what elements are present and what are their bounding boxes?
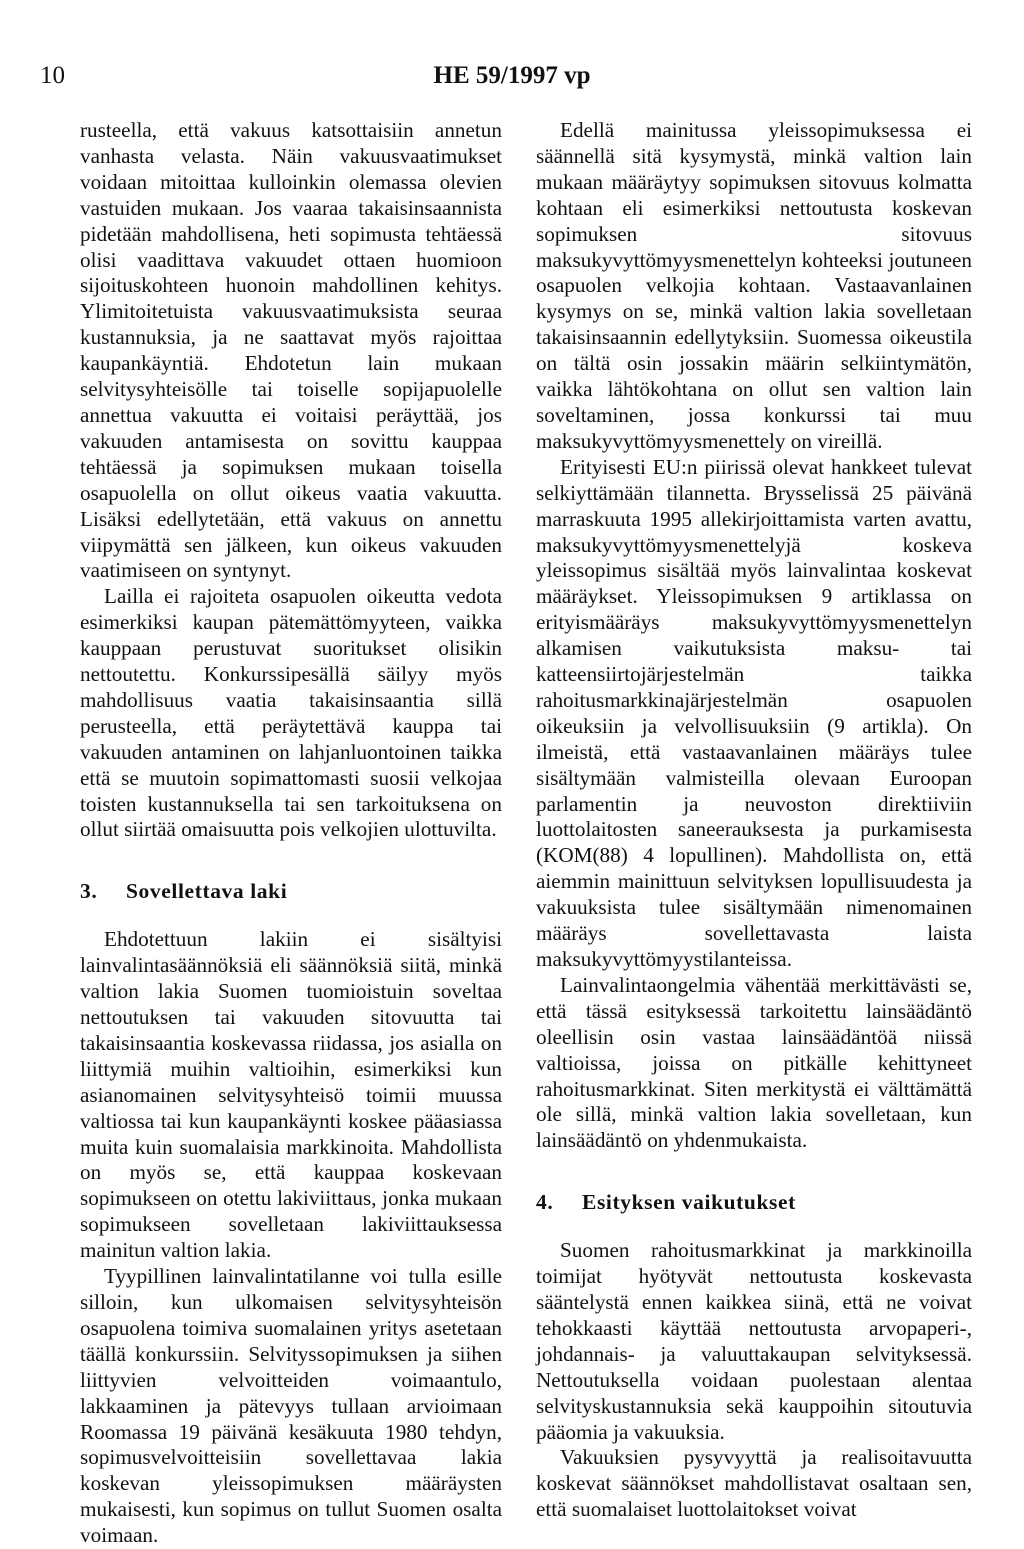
page-number: 10	[40, 62, 65, 89]
paragraph: Erityisesti EU:n piirissä olevat hankkeet tulevat selkiyttämään tilannetta. Brysselissä 25 päivänä marraskuuta 1995 allekirjoittamista varten avattu, maksukyvyttömyysmenettelyjä koskeva yleissopimus sisältää myös lainvalintaa koskevat määräykset. Yleissopimuksen 9 artiklassa on erityismääräys maksukyvyttömyysmenettelyn alkamisen vaikutuksista maksu- tai katteensiirtojärjestelmän taikka rahoitusmarkkinajärjestelmän osapuolen oikeuksiin ja velvollisuuksiin (9 artikla). On ilmeistä, että vastaavanlainen määräys tulee sisältymään valmisteilla olevaan Euroopan parlamentin ja neuvoston direktiiviin luottolaitosten saneerauksesta ja purkamisesta (KOM(88) 4 lopullinen). Mahdollista on, että aiemmin mainittuun selvityksen lopullisuudesta ja vakuuksista tulee sisältymään nimenomainen määräys sovellettavasta laista maksukyvyttömyystilanteissa.	[536, 454, 972, 971]
left-column	[80, 118, 502, 1549]
section-title: Sovellettava laki	[126, 879, 288, 904]
paragraph: Lainvalintaongelmia vähentää merkittävästi se, että tässä esityksessä tarkoitettu lainsäädäntö oleellisin osin vastaa lainsäädäntöä niissä valtioissa, joissa on pitkälle kehittyneet rahoitusmarkkinat. Siten merkitystä ei välttämättä ole sillä, minkä valtion lakia sovelletaan, kun lainsäädäntö on yhdenmukaista.	[536, 972, 972, 1153]
paragraph: Ehdotettuun lakiin ei sisältyisi lainvalintasäännöksiä eli säännöksiä siitä, minkä valtion lakia Suomen tuomioistuin soveltaa nettoutuksen tai vakuuden sitovuutta tai takaisinsaantia koskevassa riidassa, jos asialla on liittymiä muihin valtioihin, esimerkiksi kun asianomainen selvitysyhteisö toimii muussa valtiossa tai kun kaupankäynti koskee pääasiassa muita kuin suomalaisia markkinoita. Mahdollista on myös se, että kauppaa koskevaan sopimukseen on otettu lakiviittaus, jonka mukaan sopimukseen sovelletaan lakiviittauksessa mainitun valtion lakia.	[80, 927, 502, 1263]
section-title: Esityksen vaikutukset	[582, 1190, 796, 1215]
page-header	[40, 62, 984, 102]
paragraph: Vakuuksien pysyvyyttä ja realisoitavuutta koskevat säännökset mahdollistavat osaltaan sen, että suomalaiset luottolaitokset voivat	[536, 1445, 972, 1522]
paragraph: rusteella, että vakuus katsottaisiin annetun vanhasta velasta. Näin vakuusvaatimukset voidaan mitoittaa kulloinkin olemassa olevien vastuiden mukaan. Jos vaaraa takaisinsaannista pidetään mahdollisena, heti sopimusta tehtäessä olisi vaadittava vakuudet ottaen huomioon sijoituskohteen huonoin mahdollinen kehitys. Ylimitoitetuista vakuusvaatimuksista seuraa kustannuksia, ja ne saattavat myös rajoittaa kaupankäyntiä. Ehdotetun lain mukaan selvitysyhteisölle tai toiselle sopijapuolelle annettua vakuutta ei voitaisi peräyttää, jos vakuuden antamisesta on sovittu kauppaa tehtäessä ja sopimuksen mukaan toisella osapuolella on ollut oikeus vaatia vakuutta. Lisäksi edellytetään, että vakuus on annettu viipymättä sen jälkeen, kun oikeus vakuuden vaatimiseen on syntynyt.	[80, 118, 502, 583]
section-number: 3.	[80, 879, 98, 904]
right-column	[536, 118, 972, 1523]
section-heading-3	[80, 879, 502, 905]
paragraph: Edellä mainitussa yleissopimuksessa ei säännellä sitä kysymystä, minkä valtion lain mukaan määräytyy sopimuksen sitovuus kolmatta kohtaan eli esimerkiksi nettoutusta koskevan sopimuksen sitovuus maksukyvyttömyysmenettelyn kohteeksi joutuneen osapuolen velkojia kohtaan. Vastaavanlainen kysymys on se, minkä valtion lakia sovelletaan takaisinsaannin edellytyksiin. Suomessa oikeustila on tältä osin jossakin määrin selkiintymätön, vaikka lähtökohtana on ollut sen valtion lain soveltaminen, jossa konkurssi tai muu maksukyvyttömyysmenettely on vireillä.	[536, 118, 972, 453]
paragraph: Tyypillinen lainvalintatilanne voi tulla esille silloin, kun ulkomaisen selvitysyhteisön osapuolena toimiva suomalainen yritys asetetaan täällä konkurssiin. Selvityssopimuksen ja siihen liittyvien velvoitteiden voimaantulo, lakkaaminen ja pätevyys tullaan arvioimaan Roomassa 19 päivänä kesäkuuta 1980 tehdyn, sopimusvelvoitteisiin sovellettavaa lakia koskevan yleissopimuksen määräysten mukaisesti, kun sopimus on tullut Suomen osalta voimaan.	[80, 1264, 502, 1548]
section-heading-4	[536, 1190, 972, 1216]
section-number: 4.	[536, 1190, 554, 1215]
paragraph: Laillа ei rajoiteta osapuolen oikeutta vedota esimerkiksi kaupan pätemättömyyteen, vaikka kauppaan perustuvat suoritukset olisikin nettoutettu. Konkurssipesällä säilyy myös mahdollisuus vaatia takaisinsaantia sillä perusteella, että peräytettävä kauppa tai vakuuden antaminen on lahjanluontoinen taikka että se muutoin sopimattomasti suosii velkojaa toisten kustannuksella tai sen tarkoituksena on ollut siirtää omaisuutta pois velkojien ulottuvilta.	[80, 584, 502, 842]
document-id: HE 59/1997 vp	[433, 62, 591, 89]
paragraph: Suomen rahoitusmarkkinat ja markkinoilla toimijat hyötyvät nettoutusta koskevasta sääntelystä ennen kaikkea siinä, että ne voivat tehokkaasti käyttää nettoutusta arvopaperi-, johdannais- ja valuuttakaupan selvityksessä. Nettoutuksella voidaan puolestaan alentaa selvityskustannuksia sekä kauppoihin sitoutuvia pääomia ja vakuuksia.	[536, 1238, 972, 1444]
